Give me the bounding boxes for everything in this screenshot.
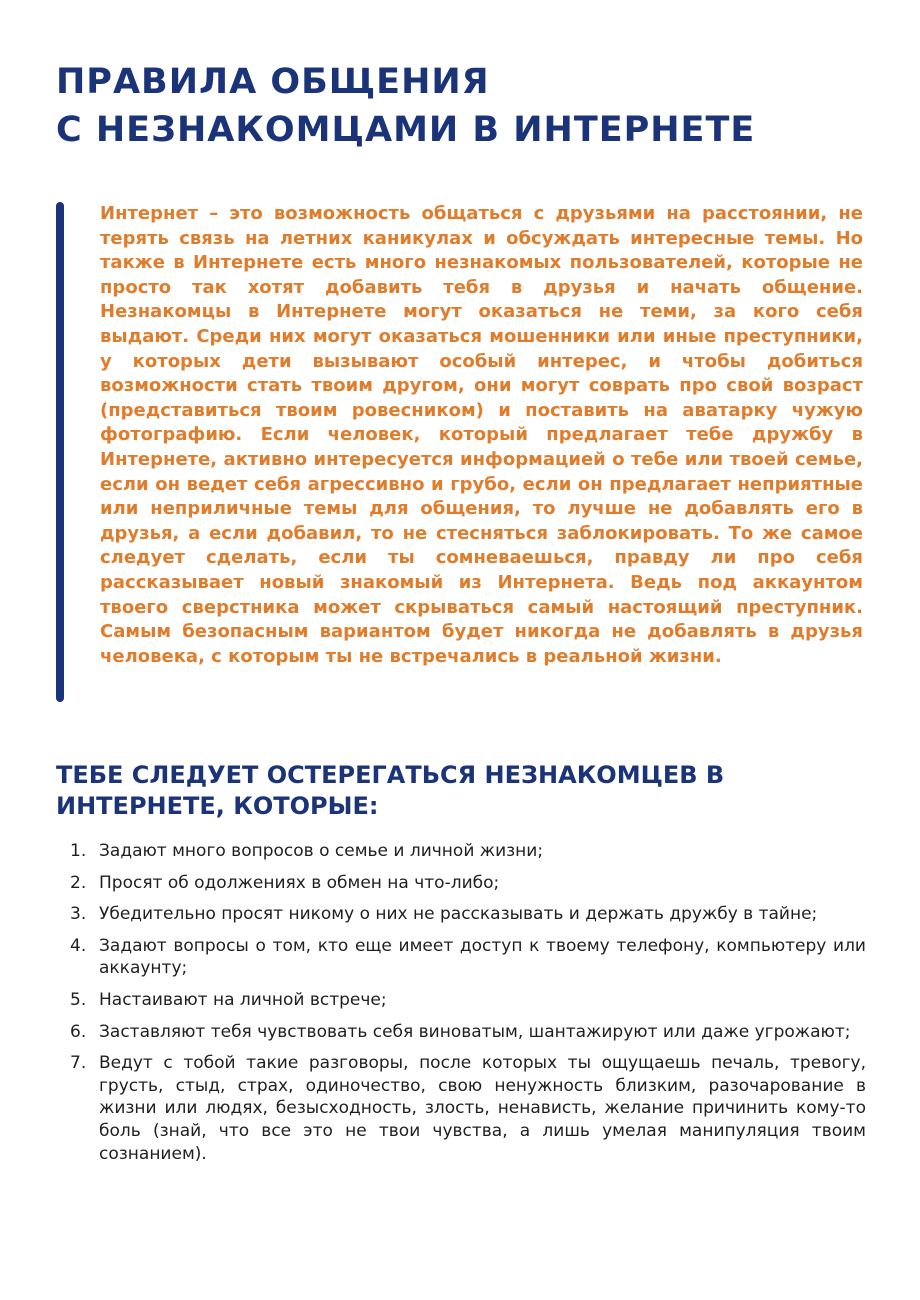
warning-list <box>56 840 866 1174</box>
page-title <box>56 58 755 154</box>
intro-block <box>56 202 868 702</box>
list-item-text: Ведут с тобой такие разговоры, после которых ты ощущаешь печаль, тревогу, грусть, стыд, страх, одиночество, свою ненужность близким, разочарование в жизни или людях, безысходность, злость, ненависть, желание причинить кому-то боль (знай, что все это не твои чувства, а лишь умелая манипуляция твоим сознанием). <box>99 1053 866 1164</box>
list-item <box>56 903 866 926</box>
list-item <box>56 989 866 1012</box>
section-heading <box>56 760 856 822</box>
list-item-text: Заставляют тебя чувствовать себя виноватым, шантажируют или даже угрожают; <box>99 1021 851 1042</box>
list-item-text: Задают много вопросов о семье и личной жизни; <box>99 841 544 861</box>
list-item-number: 7. <box>70 1053 87 1074</box>
list-item-text: Убедительно просят никому о них не рассказывать и держать дружбу в тайне; <box>99 904 818 925</box>
list-item-number: 3. <box>70 904 87 925</box>
list-item <box>56 1052 866 1165</box>
list-item-number: 5. <box>70 989 87 1010</box>
list-item-number: 4. <box>70 935 87 956</box>
list-item-number: 6. <box>70 1021 87 1042</box>
list-item-number: 2. <box>70 872 87 893</box>
list-item-text: Настаивают на личной встрече; <box>99 989 387 1010</box>
list-item <box>56 840 866 863</box>
list-item <box>56 1021 866 1044</box>
accent-bar <box>56 202 64 702</box>
list-item-number: 1. <box>70 841 87 861</box>
page-title-line-1: ПРАВИЛА ОБЩЕНИЯ <box>56 62 490 102</box>
list-item <box>56 872 866 895</box>
intro-paragraph: Интернет – это возможность общаться с друзьями на расстоянии, не терять связь на летних каникулах и обсуждать интересные темы. Но также в Интернете есть много незнакомых пользователей, которые не просто так хотят добавить тебя в друзья и начать общение. Незнакомцы в Интернете могут оказаться не теми, за кого себя выдают. Среди них могут оказаться мошенники или иные преступники, у которых дети вызывают особый интерес, и чтобы добиться возможности стать твоим другом, они могут соврать про свой возраст (представиться твоим ровесником) и поставить на аватарку чужую фотографию. Если человек, который предлагает тебе дружбу в Интернете, активно интересуется информацией о тебе или твоей семье, если он ведет себя агрессивно и грубо, если он предлагает неприятные или неприличные темы для общения, то лучше не добавлять его в друзья, а если добавил, то не стесняться заблокировать. То же самое следует сделать, если ты сомневаешься, правду ли про себя рассказывает новый знакомый из Интернета. Ведь под аккаунтом твоего сверстника может скрываться самый настоящий преступник. Самым безопасным вариантом будет никогда не добавлять в друзья человека, с которым ты не встречались в реальной жизни. <box>100 203 863 667</box>
page-title-line-2: С НЕЗНАКОМЦАМИ В ИНТЕРНЕТЕ <box>56 110 756 150</box>
section-heading-line-2: ИНТЕРНЕТЕ, КОТОРЫЕ: <box>56 792 379 820</box>
section-heading-line-1: ТЕБЕ СЛЕДУЕТ ОСТЕРЕГАТЬСЯ НЕЗНАКОМЦЕВ В <box>56 761 725 789</box>
list-item <box>56 935 866 980</box>
list-item-text: Задают вопросы о том, кто еще имеет доступ к твоему телефону, компьютеру или аккаунту; <box>99 935 866 979</box>
list-item-text: Просят об одолжениях в обмен на что-либо; <box>99 872 500 893</box>
